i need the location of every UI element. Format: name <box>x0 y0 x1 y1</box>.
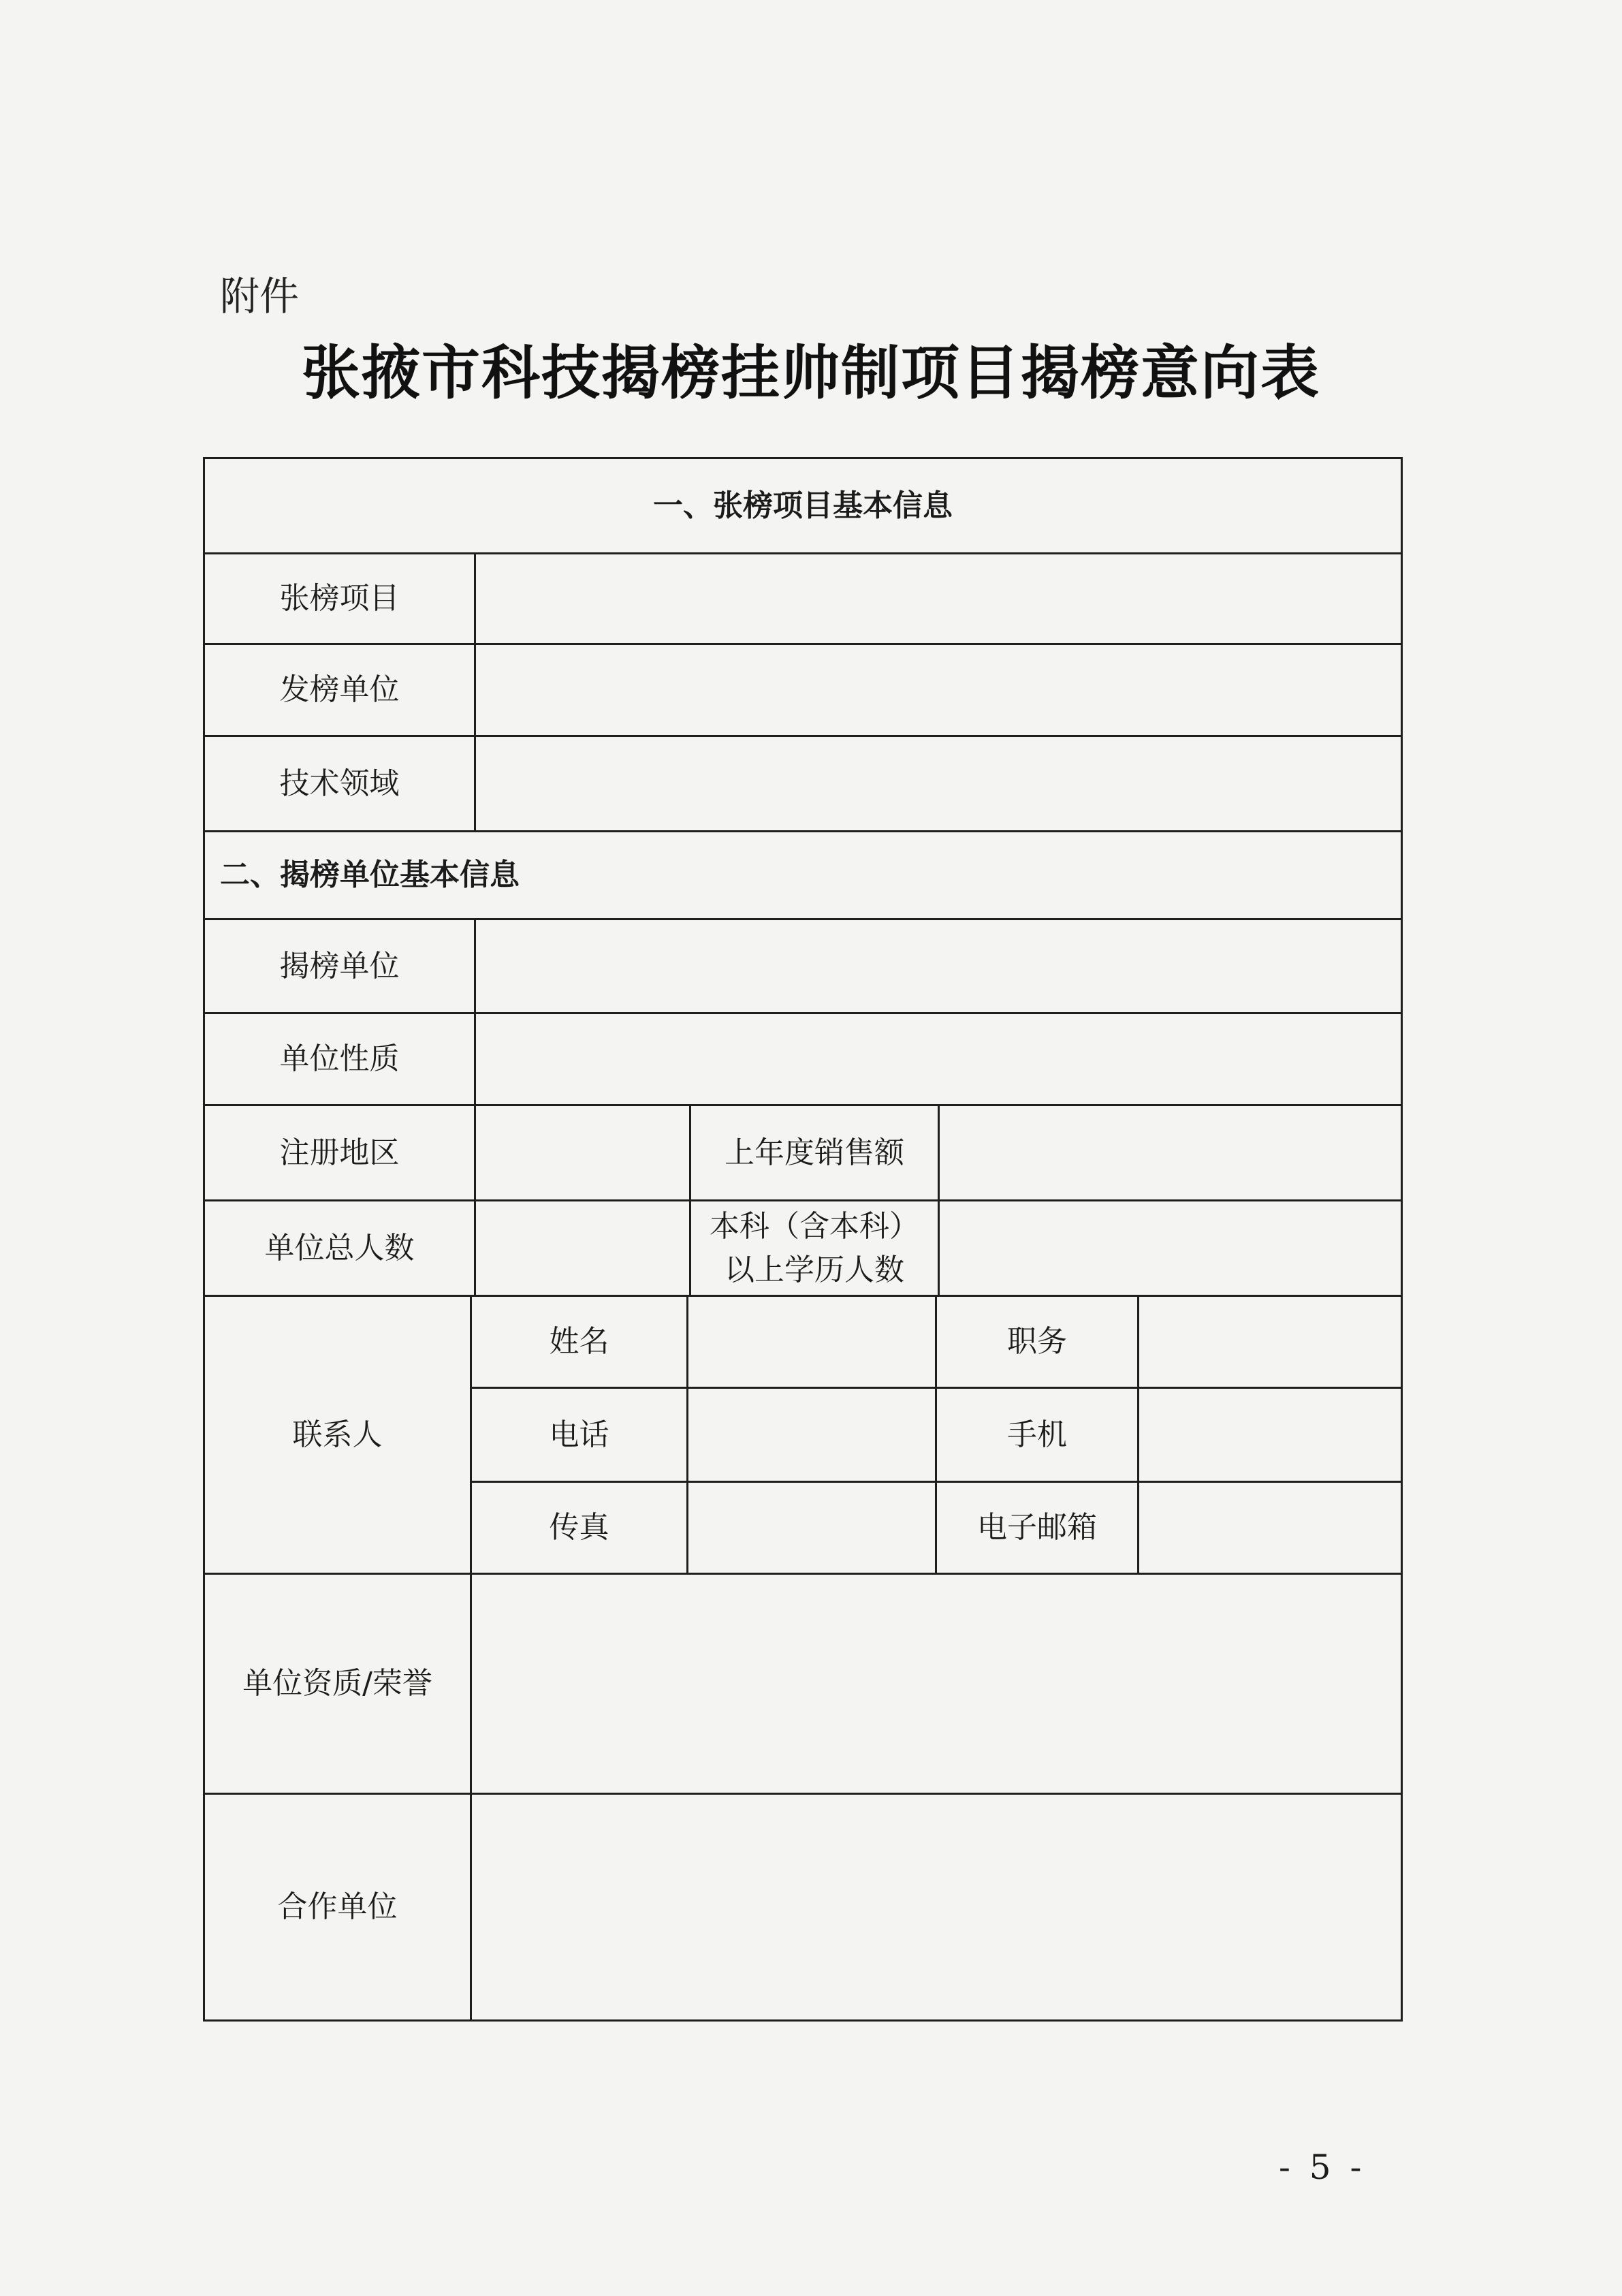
sales-label: 上年度销售额 <box>691 1106 940 1201</box>
issuer-label: 发榜单位 <box>205 645 476 737</box>
contact-position-label: 职务 <box>937 1297 1139 1389</box>
contact-mobile-value-cell <box>1139 1389 1403 1483</box>
project-value-cell <box>476 554 1403 645</box>
contact-label: 联系人 <box>205 1297 472 1575</box>
partner-value-cell <box>472 1795 1403 2022</box>
qualifications-label: 单位资质/荣誉 <box>205 1575 472 1795</box>
headcount-label: 单位总人数 <box>205 1201 476 1297</box>
region-value-cell <box>476 1106 691 1201</box>
issuer-value-cell <box>476 645 1403 737</box>
unit-nature-value-cell <box>476 1014 1403 1106</box>
contact-fax-label: 传真 <box>472 1483 688 1575</box>
contact-fax-value-cell <box>688 1483 937 1575</box>
unit-nature-label: 单位性质 <box>205 1014 476 1106</box>
contact-phone-value-cell <box>688 1389 937 1483</box>
contact-email-value-cell <box>1139 1483 1403 1575</box>
intent-form-table <box>203 457 1403 2022</box>
contact-email-label: 电子邮箱 <box>937 1483 1139 1575</box>
section2-heading: 二、揭榜单位基本信息 <box>205 832 1403 920</box>
headcount-value-cell <box>476 1201 691 1297</box>
applicant-value-cell <box>476 920 1403 1014</box>
partner-label: 合作单位 <box>205 1795 472 2022</box>
region-label: 注册地区 <box>205 1106 476 1201</box>
sales-value-cell <box>940 1106 1403 1201</box>
qualifications-value-cell <box>472 1575 1403 1795</box>
contact-position-value-cell <box>1139 1297 1403 1389</box>
degree-label-line1: 本科（含本科） <box>710 1208 919 1244</box>
page-title: 张掖市科技揭榜挂帅制项目揭榜意向表 <box>302 339 1320 407</box>
tech-field-label: 技术领域 <box>205 737 476 832</box>
page-number: - 5 - <box>1279 2148 1366 2187</box>
contact-mobile-label: 手机 <box>937 1389 1139 1483</box>
tech-field-value-cell <box>476 737 1403 832</box>
contact-name-label: 姓名 <box>472 1297 688 1389</box>
applicant-label: 揭榜单位 <box>205 920 476 1014</box>
section1-heading: 一、张榜项目基本信息 <box>205 459 1403 554</box>
project-label: 张榜项目 <box>205 554 476 645</box>
attachment-label: 附件 <box>220 273 300 319</box>
degree-value-cell <box>940 1201 1403 1297</box>
degree-label <box>691 1201 940 1297</box>
contact-phone-label: 电话 <box>472 1389 688 1483</box>
contact-name-value-cell <box>688 1297 937 1389</box>
degree-label-line2: 以上学历人数 <box>725 1252 904 1287</box>
degree-label-stack <box>710 1205 919 1292</box>
